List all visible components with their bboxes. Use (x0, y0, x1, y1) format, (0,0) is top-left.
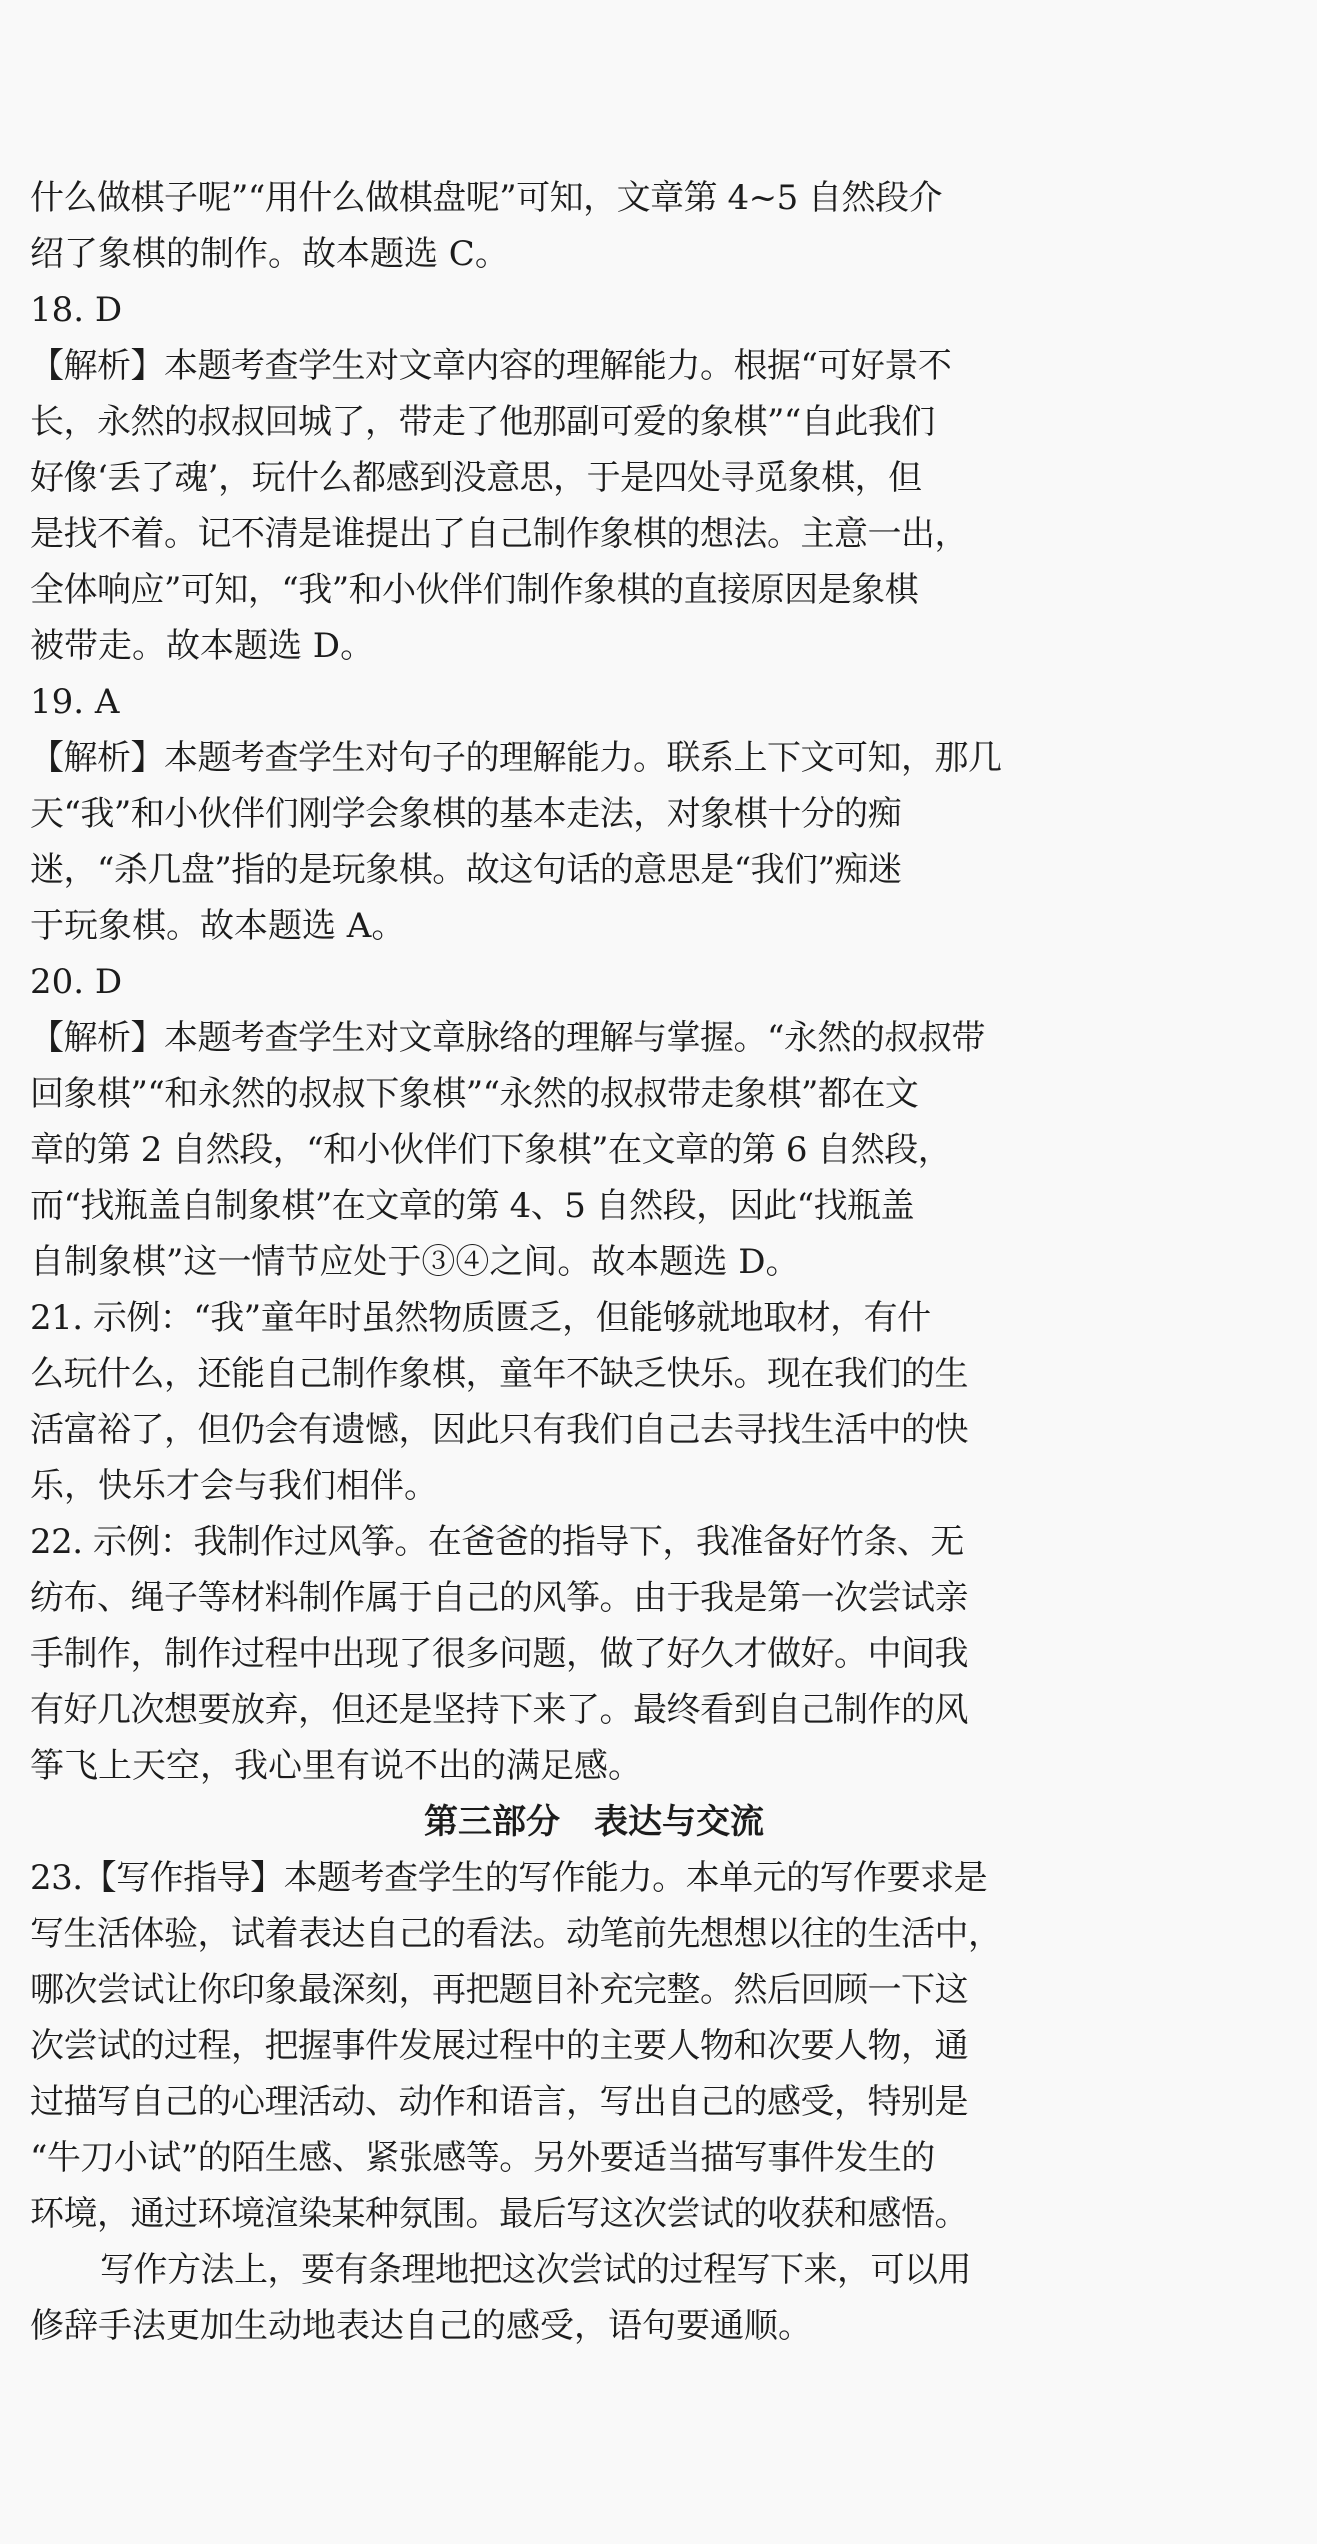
text-line: 筝飞上天空，我心里有说不出的满足感。 (30, 1746, 642, 1786)
text-line: 23.【写作指导】本题考查学生的写作能力。本单元的写作要求是 (30, 1858, 988, 1898)
text-line: 修辞手法更加生动地表达自己的感受，语句要通顺。 (30, 2306, 812, 2346)
answer-text (30, 170, 1140, 2354)
text-line: 天“我”和小伙伴们刚学会象棋的基本走法，对象棋十分的痴 (30, 794, 902, 834)
text-line: “牛刀小试”的陌生感、紧张感等。另外要适当描写事件发生的 (30, 2138, 935, 2178)
text-line: 而“找瓶盖自制象棋”在文章的第 4、5 自然段，因此“找瓶盖 (30, 1186, 915, 1226)
text-line: 写作方法上，要有条理地把这次尝试的过程写下来，可以用 (100, 2250, 971, 2290)
text-line: 于玩象棋。故本题选 A。 (30, 906, 406, 946)
text-line: 乐，快乐才会与我们相伴。 (30, 1466, 438, 1506)
text-line: 21. 示例：“我”童年时虽然物质匮乏，但能够就地取材，有什 (30, 1298, 931, 1338)
text-line: 过描写自己的心理活动、动作和语言，写出自己的感受，特别是 (30, 2082, 968, 2122)
text-line: 【解析】本题考查学生对句子的理解能力。联系上下文可知，那几 (30, 738, 1002, 778)
text-line: 全体响应”可知，“我”和小伙伴们制作象棋的直接原因是象棋 (30, 570, 919, 610)
answer-number: 19. A (30, 682, 120, 722)
text-line: 次尝试的过程，把握事件发展过程中的主要人物和次要人物，通 (30, 2026, 968, 2066)
text-line: 什么做棋子呢”“用什么做棋盘呢”可知，文章第 4~5 自然段介 (30, 178, 943, 218)
text-line: 自制象棋”这一情节应处于③④之间。故本题选 D。 (30, 1242, 800, 1282)
text-line: 章的第 2 自然段，“和小伙伴们下象棋”在文章的第 6 自然段， (30, 1130, 952, 1170)
text-line: 纺布、绳子等材料制作属于自己的风筝。由于我是第一次尝试亲 (30, 1578, 968, 1618)
answer-number: 20. D (30, 962, 123, 1002)
text-line: 哪次尝试让你印象最深刻，再把题目补充完整。然后回顾一下这 (30, 1970, 968, 2010)
text-line: 么玩什么，还能自己制作象棋，童年不缺乏快乐。现在我们的生 (30, 1354, 968, 1394)
text-line: 【解析】本题考查学生对文章脉络的理解与掌握。“永然的叔叔带 (30, 1018, 985, 1058)
text-line: 被带走。故本题选 D。 (30, 626, 375, 666)
text-line: 有好几次想要放弃，但还是坚持下来了。最终看到自己制作的风 (30, 1690, 968, 1730)
text-line: 回象棋”“和永然的叔叔下象棋”“永然的叔叔带走象棋”都在文 (30, 1074, 919, 1114)
text-line: 长，永然的叔叔回城了，带走了他那副可爱的象棋”“自此我们 (30, 402, 935, 442)
text-line: 环境，通过环境渲染某种氛围。最后写这次尝试的收获和感悟。 (30, 2194, 968, 2234)
answer-number: 18. D (30, 290, 123, 330)
text-line: 好像‘丢了魂’，玩什么都感到没意思，于是四处寻觅象棋，但 (30, 458, 922, 498)
text-line: 写生活体验，试着表达自己的看法。动笔前先想想以往的生活中， (30, 1914, 1002, 1954)
text-line: 活富裕了，但仍会有遗憾，因此只有我们自己去寻找生活中的快 (30, 1410, 968, 1450)
text-line: 22. 示例：我制作过风筝。在爸爸的指导下，我准备好竹条、无 (30, 1522, 964, 1562)
text-line: 绍了象棋的制作。故本题选 C。 (30, 234, 509, 274)
text-line: 迷，“杀几盘”指的是玩象棋。故这句话的意思是“我们”痴迷 (30, 850, 902, 890)
section-heading: 第三部分 表达与交流 (424, 1802, 764, 1842)
text-line: 是找不着。记不清是谁提出了自己制作象棋的想法。主意一出， (30, 514, 968, 554)
text-line: 手制作，制作过程中出现了很多问题，做了好久才做好。中间我 (30, 1634, 968, 1674)
text-line: 【解析】本题考查学生对文章内容的理解能力。根据“可好景不 (30, 346, 952, 386)
